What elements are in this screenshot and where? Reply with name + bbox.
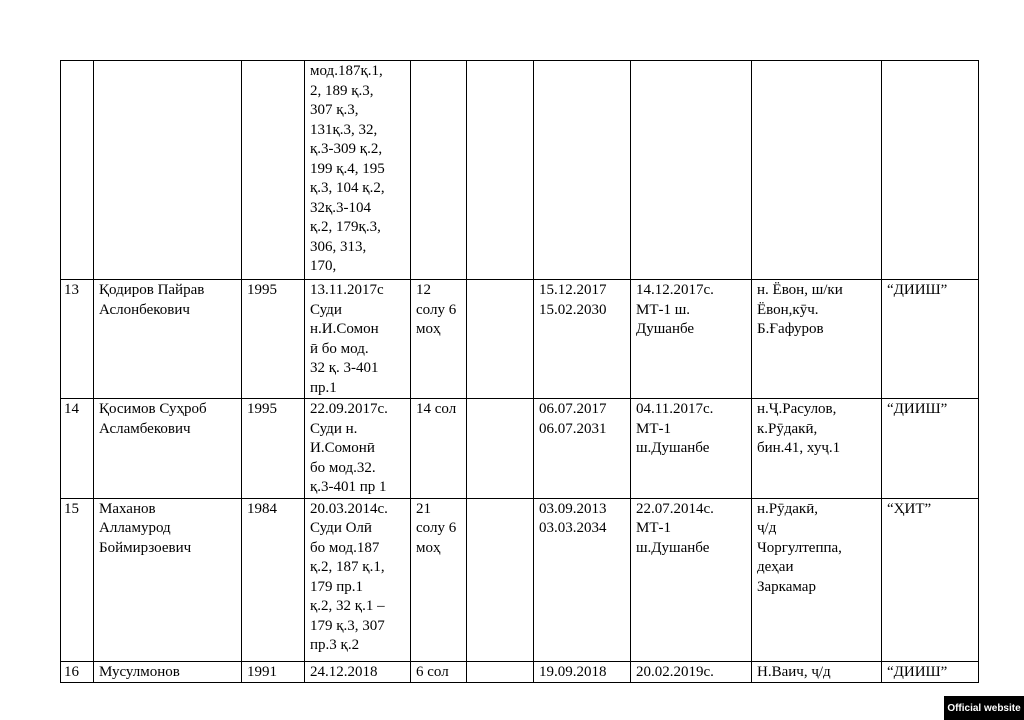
cell-text-line: 03.03.2034: [539, 520, 607, 536]
birth-year-cell: [242, 498, 305, 661]
cell-text-line: н.Ҷ.Расулов,: [757, 401, 837, 417]
row-number-cell: [61, 280, 94, 399]
full-name-cell: [94, 498, 242, 661]
cell-text-line: 1984: [247, 500, 277, 517]
cell-text-line: Қодиров Пайрав: [99, 282, 205, 298]
cell-text-line: 307 қ.3,: [310, 102, 359, 118]
cell-text-line: Асламбекович: [99, 420, 191, 437]
cell-text-line: н.Рӯдакӣ,: [757, 500, 818, 517]
cell-text-line: бин.41, хуҷ.1: [757, 440, 841, 456]
cell-text-line: 32 қ. 3-401: [310, 360, 379, 376]
table-row: [61, 399, 979, 499]
court-verdict-cell: [305, 399, 411, 499]
cell-text-line: Аслонбекович: [99, 301, 190, 318]
term-dates-cell: [534, 280, 631, 399]
cell-text-line: МТ-1: [636, 420, 671, 437]
cell-text-line: 14 сол: [416, 401, 457, 417]
cell-text-line: 179 қ.3, 307: [310, 617, 385, 634]
cell-text-line: 21: [416, 500, 431, 517]
cell-text-line: 04.11.2017с.: [636, 401, 714, 417]
home-address-cell: [752, 61, 882, 280]
cell-text-line: Мусулмонов: [99, 663, 180, 680]
cell-text-line: 2, 189 қ.3,: [310, 82, 374, 99]
sentence-term-cell: [411, 399, 467, 499]
cell-text-line: к.Рӯдакӣ,: [757, 420, 818, 437]
court-verdict-cell: [305, 61, 411, 280]
court-verdict-cell: [305, 661, 411, 683]
prisoner-list-table: [60, 60, 979, 683]
cell-text-line: 15.12.2017: [539, 282, 607, 298]
cell-text-line: 179 пр.1: [310, 578, 364, 595]
cell-text-line: бо мод.187: [310, 539, 380, 556]
cell-text-line: 13: [64, 282, 79, 298]
transfer-date-facility-cell: [631, 498, 752, 661]
cell-text-line: деҳаи: [757, 559, 794, 575]
cell-text-line: 06.07.2017: [539, 401, 607, 417]
cell-text-line: ш.Душанбе: [636, 440, 710, 456]
empty-column-cell: [467, 661, 534, 683]
cell-text-line: 1995: [247, 401, 277, 417]
table-row: [61, 661, 979, 683]
full-name-cell: [94, 280, 242, 399]
organization-cell: [882, 399, 979, 499]
cell-text-line: Чоргултеппа,: [757, 539, 842, 556]
cell-text-line: мод.187қ.1,: [310, 63, 383, 79]
cell-text-line: 24.12.2018: [310, 663, 378, 680]
birth-year-cell: [242, 280, 305, 399]
cell-text-line: моҳ: [416, 321, 441, 337]
cell-text-line: 06.07.2031: [539, 420, 607, 437]
table-row: [61, 280, 979, 399]
organization-cell: [882, 661, 979, 683]
cell-text-line: Алламурод: [99, 520, 171, 536]
term-dates-cell: [534, 399, 631, 499]
sentence-term-cell: [411, 61, 467, 280]
cell-text-line: “ҲИТ”: [887, 500, 932, 517]
cell-text-line: 20.02.2019с.: [636, 663, 714, 680]
cell-text-line: Суди н.: [310, 420, 358, 437]
cell-text-line: 199 қ.4, 195: [310, 160, 385, 177]
cell-text-line: 32қ.3-104: [310, 199, 372, 216]
term-dates-cell: [534, 661, 631, 683]
cell-text-line: моҳ: [416, 539, 441, 556]
row-number-cell: [61, 61, 94, 280]
cell-text-line: МТ-1: [636, 520, 671, 536]
cell-text-line: Боймирзоевич: [99, 539, 192, 556]
table-row: [61, 498, 979, 661]
full-name-cell: [94, 61, 242, 280]
cell-text-line: қ.3-401 пр 1: [310, 479, 387, 495]
cell-text-line: 03.09.2013: [539, 500, 607, 517]
cell-text-line: Душанбе: [636, 321, 695, 337]
birth-year-cell: [242, 61, 305, 280]
cell-text-line: қ.2, 187 қ.1,: [310, 559, 385, 575]
cell-text-line: 15.02.2030: [539, 301, 607, 318]
cell-text-line: 22.07.2014с.: [636, 500, 714, 517]
cell-text-line: 170,: [310, 258, 337, 274]
cell-text-line: н. Ёвон, ш/ки: [757, 282, 843, 298]
cell-text-line: ш.Душанбе: [636, 539, 710, 556]
cell-text-line: 14: [64, 401, 79, 417]
full-name-cell: [94, 661, 242, 683]
cell-text-line: солу 6: [416, 520, 457, 536]
cell-text-line: Суди Олӣ: [310, 520, 372, 536]
cell-text-line: 6 сол: [416, 663, 449, 680]
transfer-date-facility-cell: [631, 280, 752, 399]
term-dates-cell: [534, 498, 631, 661]
cell-text-line: ӣ бо мод.: [310, 340, 369, 357]
cell-text-line: пр.3 қ.2: [310, 637, 360, 653]
cell-text-line: 306, 313,: [310, 238, 367, 255]
organization-cell: [882, 498, 979, 661]
cell-text-line: 12: [416, 282, 431, 298]
home-address-cell: [752, 498, 882, 661]
cell-text-line: 15: [64, 500, 79, 517]
row-number-cell: [61, 661, 94, 683]
cell-text-line: ҷ/д: [757, 520, 777, 536]
row-number-cell: [61, 498, 94, 661]
organization-cell: [882, 61, 979, 280]
cell-text-line: қ.2, 32 қ.1 –: [310, 598, 385, 614]
cell-text-line: қ.3, 104 қ.2,: [310, 180, 385, 196]
empty-column-cell: [467, 498, 534, 661]
cell-text-line: Б.Ғафуров: [757, 321, 824, 337]
sentence-term-cell: [411, 498, 467, 661]
empty-column-cell: [467, 61, 534, 280]
organization-cell: [882, 280, 979, 399]
cell-text-line: МТ-1 ш.: [636, 301, 691, 318]
birth-year-cell: [242, 661, 305, 683]
cell-text-line: Маханов: [99, 500, 156, 517]
official-website-badge[interactable]: Official website: [944, 696, 1024, 720]
transfer-date-facility-cell: [631, 399, 752, 499]
cell-text-line: солу 6: [416, 301, 457, 318]
cell-text-line: Ёвон,кӯч.: [757, 301, 819, 318]
home-address-cell: [752, 399, 882, 499]
cell-text-line: бо мод.32.: [310, 459, 376, 476]
transfer-date-facility-cell: [631, 61, 752, 280]
cell-text-line: “ДИИШ”: [887, 282, 948, 298]
home-address-cell: [752, 280, 882, 399]
cell-text-line: “ДИИШ”: [887, 401, 948, 417]
court-verdict-cell: [305, 498, 411, 661]
cell-text-line: Н.Ваич, ҷ/д: [757, 663, 831, 680]
cell-text-line: пр.1: [310, 379, 337, 396]
transfer-date-facility-cell: [631, 661, 752, 683]
cell-text-line: “ДИИШ”: [887, 663, 948, 680]
cell-text-line: 16: [64, 663, 79, 680]
cell-text-line: н.И.Сомон: [310, 321, 379, 337]
home-address-cell: [752, 661, 882, 683]
cell-text-line: И.Сомонӣ: [310, 440, 375, 456]
cell-text-line: 20.03.2014с.: [310, 500, 388, 517]
sentence-term-cell: [411, 280, 467, 399]
cell-text-line: Қосимов Суҳроб: [99, 401, 207, 417]
row-number-cell: [61, 399, 94, 499]
cell-text-line: 22.09.2017с.: [310, 401, 388, 417]
cell-text-line: қ.3-309 қ.2,: [310, 141, 383, 157]
cell-text-line: 1991: [247, 663, 277, 680]
sentence-term-cell: [411, 661, 467, 683]
table-row: [61, 61, 979, 280]
cell-text-line: 14.12.2017с.: [636, 282, 714, 298]
cell-text-line: 13.11.2017с: [310, 282, 384, 298]
cell-text-line: 131қ.3, 32,: [310, 121, 378, 138]
term-dates-cell: [534, 61, 631, 280]
empty-column-cell: [467, 399, 534, 499]
cell-text-line: 19.09.2018: [539, 663, 607, 680]
cell-text-line: Суди: [310, 301, 342, 318]
birth-year-cell: [242, 399, 305, 499]
empty-column-cell: [467, 280, 534, 399]
cell-text-line: Заркамар: [757, 578, 816, 595]
cell-text-line: 1995: [247, 282, 277, 298]
court-verdict-cell: [305, 280, 411, 399]
full-name-cell: [94, 399, 242, 499]
cell-text-line: қ.2, 179қ.3,: [310, 219, 381, 235]
